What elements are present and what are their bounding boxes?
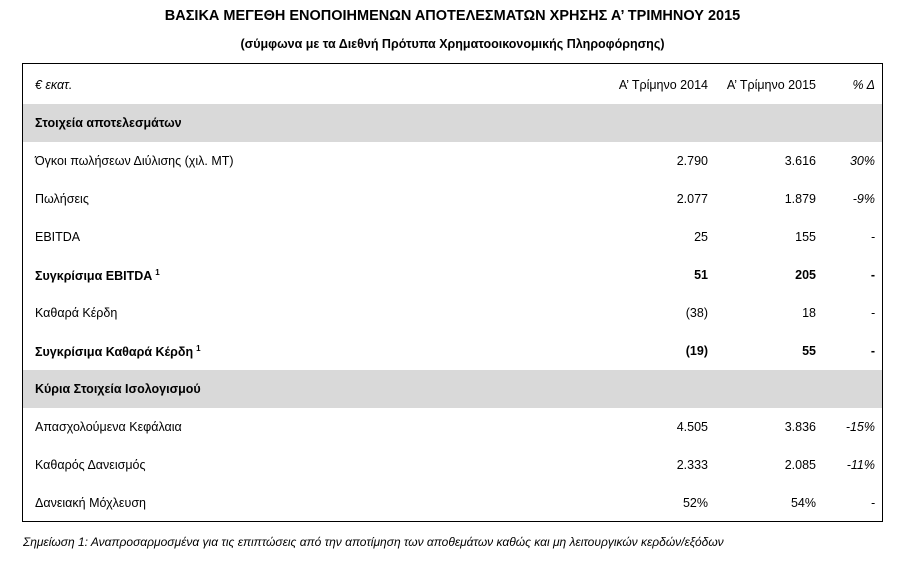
value-2015: 54% [790,496,816,510]
row-label: Δανειακή Μόχλευση [35,496,146,510]
value-change: - [870,230,875,244]
section-label: Κύρια Στοιχεία Ισολογισμού [35,382,201,396]
value-change: - [870,344,875,358]
value-change: -9% [852,192,875,206]
section-label: Στοιχεία αποτελεσμάτων [35,116,182,130]
table-row [23,142,882,180]
report-title: ΒΑΣΙΚΑ ΜΕΓΕΘΗ ΕΝΟΠΟΙΗΜΕΝΩΝ ΑΠΟΤΕΛΕΣΜΑΤΩΝ ΧΡΗΣΗΣ Α’ ΤΡΙΜΗΝΟΥ 2015 [164,8,741,24]
value-2014: 51 [694,268,708,282]
value-change: 30% [849,154,875,168]
section-row-balance-sheet [23,370,882,408]
value-2015: 205 [795,268,816,282]
table-row [23,256,882,294]
value-change: -11% [846,458,875,472]
value-2015: 3.616 [784,154,816,168]
table-header-row [23,66,882,104]
footnote-marker: 1 [196,344,201,353]
row-label-text: Συγκρίσιμα EBITDA [35,269,153,283]
row-label [35,344,201,359]
value-2014: 2.077 [676,192,708,206]
value-2014: 2.790 [676,154,708,168]
column-header-2014: Α’ Τρίμηνο 2014 [618,78,708,92]
value-2015: 155 [795,230,816,244]
value-2015: 18 [802,306,816,320]
column-header-2015: Α’ Τρίμηνο 2015 [726,78,816,92]
results-table [22,63,883,522]
value-2015: 1.879 [784,192,816,206]
table-row [23,446,882,484]
value-change: -15% [845,420,875,434]
column-header-change: % Δ [852,78,875,92]
value-2014: (38) [685,306,708,320]
table-row [23,294,882,332]
value-change: - [870,496,875,510]
value-2015: 55 [802,344,816,358]
table-row [23,332,882,370]
section-row-results [23,104,882,142]
value-2015: 2.085 [784,458,816,472]
footnote: Σημείωση 1: Αναπροσαρμοσμένα για τις επιπτώσεις από την αποτίμηση των αποθεμάτων καθώς και μη λειτουργικών κερδών/εξόδων [23,535,724,549]
value-change: - [870,306,875,320]
row-label: EBITDA [35,230,81,244]
value-2014: 2.333 [676,458,708,472]
row-label [35,268,160,283]
row-label-text: Συγκρίσιμα Καθαρά Κέρδη [35,345,194,359]
row-label: Καθαρά Κέρδη [35,306,118,320]
value-2014: (19) [685,344,708,358]
unit-label: € εκατ. [35,78,73,92]
footnote-marker: 1 [155,268,160,277]
row-label: Απασχολούμενα Κεφάλαια [35,420,182,434]
value-2014: 52% [682,496,708,510]
value-2015: 3.836 [784,420,816,434]
table-row [23,484,882,522]
row-label: Όγκοι πωλήσεων Διύλισης (χιλ. ΜΤ) [35,154,234,168]
row-label: Καθαρός Δανεισμός [35,458,146,472]
table-row [23,180,882,218]
table-row [23,408,882,446]
row-label: Πωλήσεις [35,192,89,206]
value-2014: 25 [694,230,708,244]
report-subtitle: (σύμφωνα με τα Διεθνή Πρότυπα Χρηματοοικονομικής Πληροφόρησης) [240,37,665,51]
table-row [23,218,882,256]
value-2014: 4.505 [676,420,708,434]
value-change: - [870,268,875,282]
